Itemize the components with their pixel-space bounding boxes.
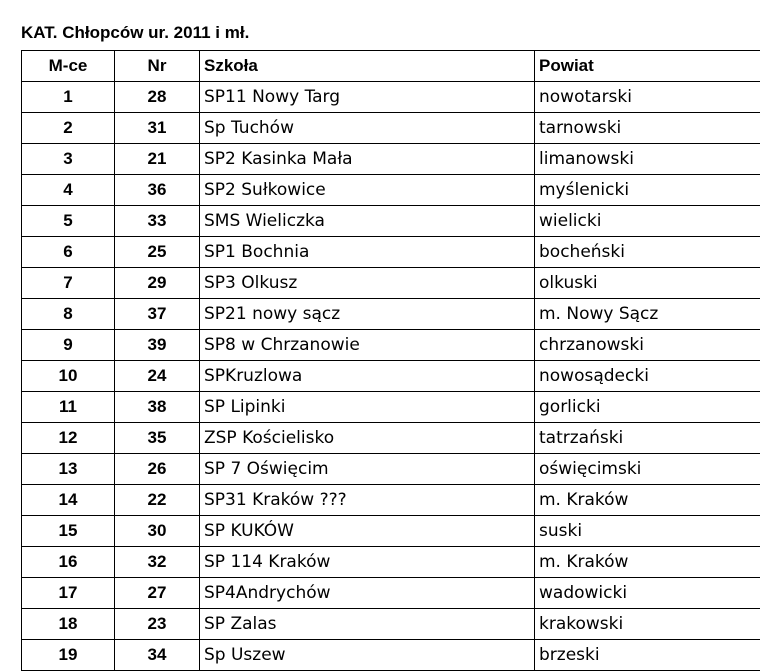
table-row [22,547,760,578]
cell-place: 1 [22,82,115,113]
table-row [22,454,760,485]
cell-county: m. Nowy Sącz [535,299,760,330]
cell-school: SP KUKÓW [200,516,535,547]
table-row [22,485,760,516]
cell-nr: 33 [115,206,200,237]
cell-school: SP8 w Chrzanowie [200,330,535,361]
table-row [22,113,760,144]
cell-school: Sp Tuchów [200,113,535,144]
cell-school: SMS Wieliczka [200,206,535,237]
cell-place: 16 [22,547,115,578]
cell-school: SP Lipinki [200,392,535,423]
cell-place: 13 [22,454,115,485]
cell-county: gorlicki [535,392,760,423]
cell-nr: 38 [115,392,200,423]
cell-nr: 31 [115,113,200,144]
table-row [22,516,760,547]
cell-school: SP2 Sułkowice [200,175,535,206]
cell-county: nowosądecki [535,361,760,392]
table-row [22,640,760,671]
cell-nr: 34 [115,640,200,671]
cell-county: bocheński [535,237,760,268]
table-row [22,392,760,423]
cell-nr: 39 [115,330,200,361]
cell-county: wielicki [535,206,760,237]
cell-county: nowotarski [535,82,760,113]
results-table [21,50,760,671]
cell-county: tarnowski [535,113,760,144]
cell-school: SP1 Bochnia [200,237,535,268]
cell-place: 2 [22,113,115,144]
cell-place: 4 [22,175,115,206]
cell-school: SP Zalas [200,609,535,640]
table-row [22,361,760,392]
cell-place: 10 [22,361,115,392]
cell-county: m. Kraków [535,547,760,578]
cell-place: 8 [22,299,115,330]
cell-place: 18 [22,609,115,640]
cell-school: SP31 Kraków ??? [200,485,535,516]
cell-school: Sp Uszew [200,640,535,671]
cell-school: SP3 Olkusz [200,268,535,299]
cell-place: 6 [22,237,115,268]
cell-place: 17 [22,578,115,609]
table-row [22,609,760,640]
cell-place: 14 [22,485,115,516]
table-row [22,206,760,237]
cell-school: SP4Andrychów [200,578,535,609]
table-row [22,299,760,330]
cell-county: oświęcimski [535,454,760,485]
cell-county: brzeski [535,640,760,671]
cell-place: 7 [22,268,115,299]
cell-school: SP 7 Oświęcim [200,454,535,485]
cell-nr: 22 [115,485,200,516]
cell-county: chrzanowski [535,330,760,361]
cell-school: SPKruzlowa [200,361,535,392]
cell-nr: 35 [115,423,200,454]
cell-nr: 27 [115,578,200,609]
column-header-nr: Nr [115,51,200,82]
table-row [22,578,760,609]
cell-nr: 36 [115,175,200,206]
table-body [22,82,760,671]
cell-nr: 25 [115,237,200,268]
column-header-school: Szkoła [200,51,535,82]
table-row [22,82,760,113]
cell-county: olkuski [535,268,760,299]
cell-place: 5 [22,206,115,237]
cell-nr: 23 [115,609,200,640]
column-header-place: M-ce [22,51,115,82]
cell-school: SP21 nowy sącz [200,299,535,330]
cell-county: limanowski [535,144,760,175]
cell-county: myślenicki [535,175,760,206]
cell-place: 9 [22,330,115,361]
table-row [22,237,760,268]
cell-place: 19 [22,640,115,671]
table-row [22,175,760,206]
cell-nr: 32 [115,547,200,578]
cell-place: 11 [22,392,115,423]
cell-nr: 37 [115,299,200,330]
cell-county: krakowski [535,609,760,640]
cell-place: 12 [22,423,115,454]
cell-place: 3 [22,144,115,175]
cell-county: tatrzański [535,423,760,454]
cell-school: SP 114 Kraków [200,547,535,578]
cell-county: suski [535,516,760,547]
table-row [22,144,760,175]
table-row [22,423,760,454]
cell-nr: 21 [115,144,200,175]
header-row [22,51,760,82]
cell-county: m. Kraków [535,485,760,516]
cell-county: wadowicki [535,578,760,609]
cell-school: SP11 Nowy Targ [200,82,535,113]
page-title: KAT. Chłopców ur. 2011 i mł. [21,23,250,42]
cell-school: ZSP Kościelisko [200,423,535,454]
table-row [22,268,760,299]
cell-place: 15 [22,516,115,547]
table-row [22,330,760,361]
cell-nr: 29 [115,268,200,299]
cell-nr: 26 [115,454,200,485]
cell-nr: 24 [115,361,200,392]
cell-school: SP2 Kasinka Mała [200,144,535,175]
cell-nr: 28 [115,82,200,113]
column-header-county: Powiat [535,51,760,82]
cell-nr: 30 [115,516,200,547]
